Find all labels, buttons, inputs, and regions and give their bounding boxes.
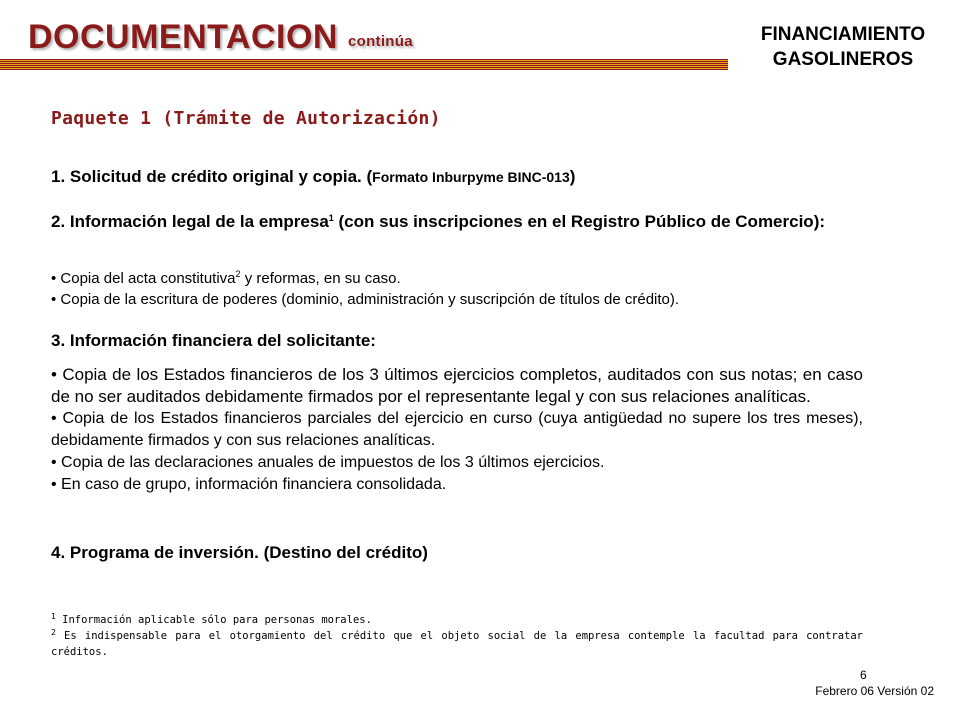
item-2-text-a: 2. Información legal de la empresa [51, 212, 329, 231]
item-2-bullet-2: • Copia de la escritura de poderes (dominio, administración y suscripción de títulos de crédito). [51, 291, 680, 308]
page-number: 6 [860, 668, 867, 682]
item-2-bullet-1-sup: 2 [235, 269, 241, 279]
item-2-bullet-1-a: • Copia del acta constitutiva [51, 270, 236, 287]
item-3: 3. Información financiera del solicitante: [51, 331, 376, 350]
footnote-2-text: Es indispensable para el otorgamiento del crédito que el objeto social de la empresa contemple la facultad para contratar créditos. [51, 630, 863, 658]
item-1-note: Formato Inburpyme BINC-013 [372, 169, 570, 185]
version-label: Febrero 06 Versión 02 [815, 684, 934, 698]
item-3-bullet-3: • Copia de las declaraciones anuales de impuestos de los 3 últimos ejercicios. [51, 454, 605, 471]
footnotes [51, 612, 863, 660]
header-title-text: DOCUMENTACION [28, 18, 338, 56]
item-2-bullet-1-b: y reformas, en su caso. [240, 270, 401, 287]
item-1-close: ) [569, 167, 576, 186]
item-1 [51, 166, 863, 188]
footnote-1-text: Información aplicable sólo para personas morales. [55, 614, 372, 626]
item-3-bullets [51, 364, 863, 496]
header-right [728, 22, 958, 72]
header-rule [0, 59, 728, 70]
footnote-2-sup: 2 [51, 628, 56, 637]
item-3-bullet-1: • Copia de los Estados financieros de los 3 últimos ejercicios completos, auditados con sus notas; en caso de no ser auditados debidamente firmados por el representante legal y con sus relaciones analíticas. [51, 365, 863, 406]
item-1-text: 1. Solicitud de crédito original y copia. ( [51, 167, 373, 186]
footnote-1 [51, 612, 863, 628]
item-2-text-b: (con sus inscripciones en el Registro Público de Comercio): [333, 212, 826, 231]
header-subtitle: continúa [347, 33, 413, 50]
item-2 [51, 211, 863, 233]
header-title [28, 18, 413, 57]
footnote-1-sup: 1 [51, 612, 56, 621]
header-right-line1: FINANCIAMIENTO [760, 24, 926, 45]
item-4: 4. Programa de inversión. (Destino del crédito) [51, 543, 428, 562]
item-2-bullet-1 [51, 268, 863, 289]
item-3-bullet-2: • Copia de los Estados financieros parciales del ejercicio en curso (cuya antigüedad no supere los tres meses), debidamente firmados y con sus relaciones analíticas. [51, 410, 863, 449]
item-2-sup: 1 [328, 213, 334, 223]
item-2-bullets [51, 268, 863, 310]
section-title: Paquete 1 (Trámite de Autorización) [51, 108, 441, 129]
footnote-2 [51, 628, 863, 660]
header-right-line2: GASOLINEROS [772, 49, 914, 70]
item-3-bullet-4: • En caso de grupo, información financiera consolidada. [51, 476, 447, 493]
